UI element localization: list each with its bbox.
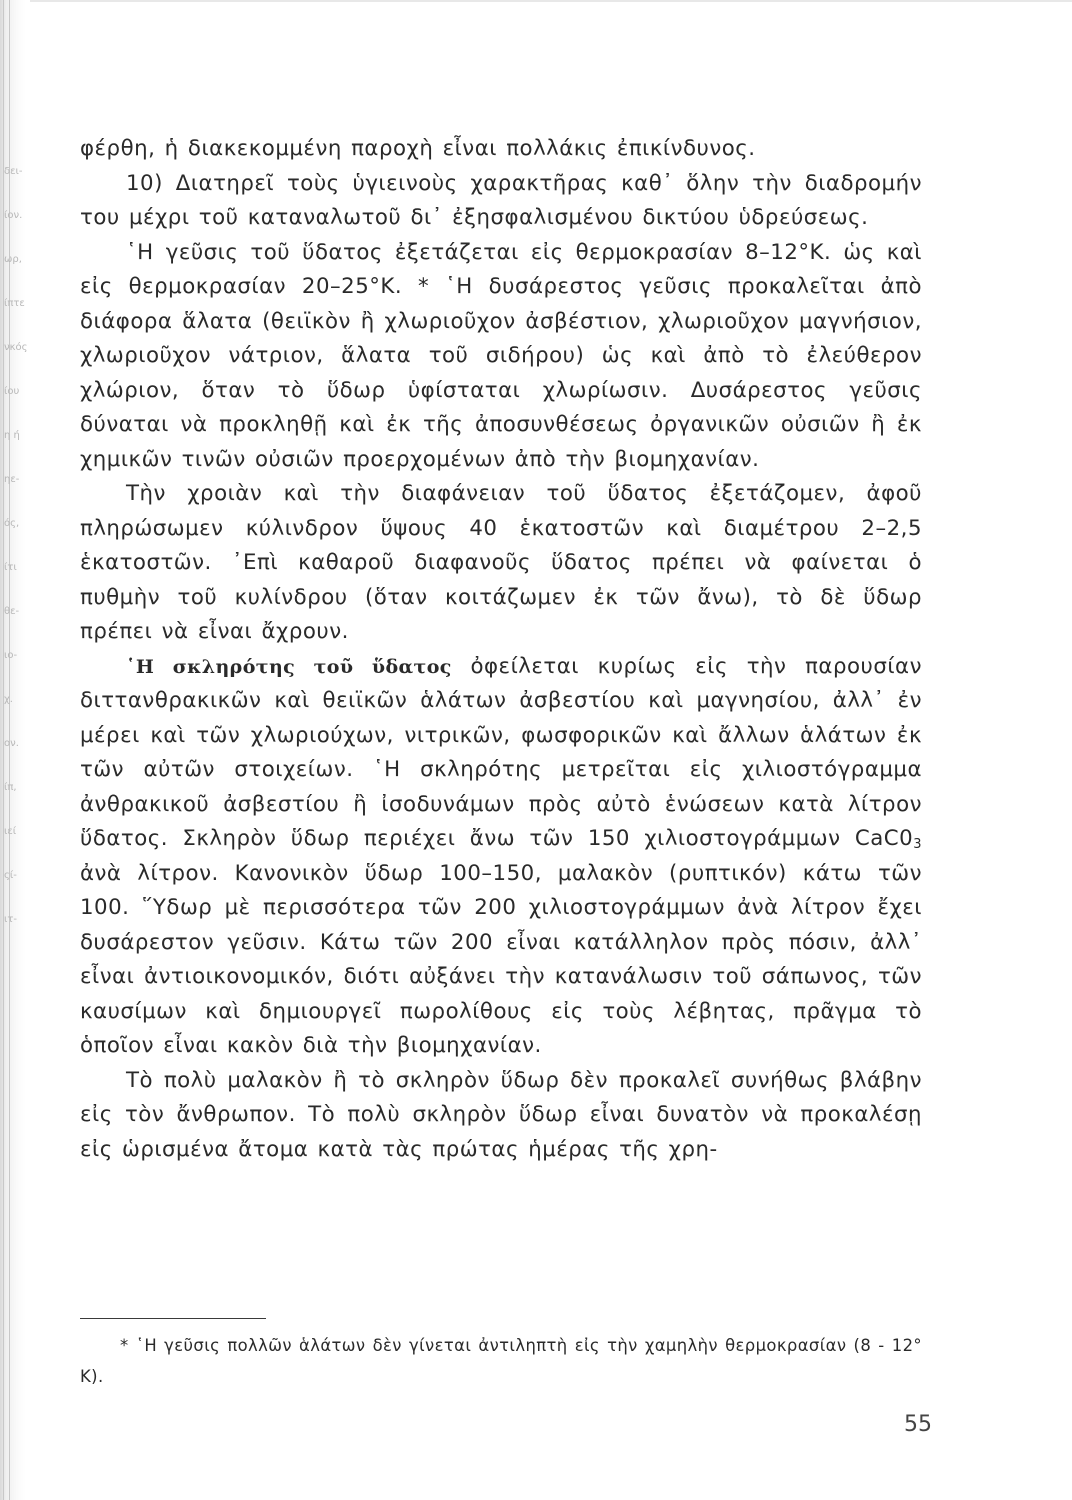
hardness-text: ὀφείλεται κυρίως εἰς τὴν παρουσίαν διττανθρακικῶν καὶ θειϊκῶν ἁλάτων ἀσβεστίου καὶ μαγνησίου, ἀλλ᾿ ἐν μέρει καὶ τῶν χλωριούχων, νιτρικῶν, φωσφορικῶν καὶ ἄλλων ἁλάτων ἐκ τῶν αὐτῶν στοιχείων. ῾Η σκληρότης μετρεῖται εἰς χιλιοστόγραμμα ἀνθρακικοῦ ἀσβεστίου ἢ ἰσοδυνάμων πρὸς αὐτὸ ἑνώσεων κατὰ λίτρον ὕδατος. Σκληρὸν ὕδωρ περιέχει ἄνω τῶν 150 χιλιοστογράμμων <box>80 653 922 851</box>
margin-fragment: ιεί <box>4 826 17 837</box>
margin-fragment: δει- <box>4 166 23 177</box>
margin-fragment: ίπ, <box>4 782 17 793</box>
paragraph-taste: ῾Η γεῦσις τοῦ ὕδατος ἐξετάζεται εἰς θερμοκρασίαν 8–12°K. ὡς καὶ εἰς θερμοκρασίαν 20–25°K. * ῾Η δυσάρεστος γεῦσις προκαλεῖται ἀπὸ διάφορα ἅλατα (θειϊκὸν ἢ χλωριοῦχον ἀσβέστιον, χλωριοῦχον μαγνήσιον, χλωριοῦχον νάτριον, ἅλατα τοῦ σιδήρου) ὡς καὶ ἀπὸ τὸ ἐλεύθερον χλώριον, ὅταν τὸ ὕδωρ ὑφίσταται χλωρίωσιν. Δυσάρεστος γεῦσις δύναται νὰ προκληθῇ καὶ ἐκ τῆς ἀποσυνθέσεως ὀργανικῶν οὐσιῶν ἢ ἐκ χημικῶν τινῶν οὐσιῶν προερχομένων ἀπὸ τὴν βιομηχανίαν. <box>80 239 922 472</box>
margin-fragment: η ή <box>4 430 20 441</box>
margin-fragment: ηε- <box>4 474 20 485</box>
footnote-text: * ῾Η γεῦσις πολλῶν ἁλάτων δὲν γίνεται ἀντιληπτὴ εἰς τὴν χαμηλὴν θερμοκρασίαν (8 - 12° K). <box>80 1336 922 1386</box>
bleed-through-margin <box>4 150 28 942</box>
page-number: 55 <box>904 1412 932 1437</box>
margin-fragment: ός, <box>4 518 20 529</box>
margin-fragment: ίου <box>4 386 20 397</box>
margin-fragment: ιτ- <box>4 914 18 925</box>
formula-main: CaC0 <box>854 826 914 851</box>
margin-fragment: ον. <box>4 738 19 749</box>
paragraph-soft-hard-water: Τὸ πολὺ μαλακὸν ἢ τὸ σκληρὸν ὕδωρ δὲν προκαλεῖ συνήθως βλάβην εἰς τὸν ἄνθρωπον. Τὸ πολὺ σκληρὸν ὕδωρ εἶναι δυνατὸν νὰ προκαλέσῃ εἰς ὡρισμένα ἄτομα κατὰ τὰς πρώτας ἡμέρας τῆς χρη- <box>80 1067 922 1162</box>
margin-fragment: ίον. <box>4 210 23 221</box>
formula-caco3 <box>855 826 922 851</box>
margin-fragment: θε- <box>4 606 20 617</box>
scan-top-edge <box>30 0 1072 2</box>
paragraph-color-clarity: Τὴν χροιὰν καὶ τὴν διαφάνειαν τοῦ ὕδατος ἐξετάζομεν, ἀφοῦ πληρώσωμεν κύλινδρον ὕψους 40 ἑκατοστῶν καὶ διαμέτρου 2–2,5 ἑκατοστῶν. ᾿Επὶ καθαροῦ διαφανοῦς ὕδατος πρέπει νὰ φαίνεται ὁ πυθμὴν τοῦ κυλίνδρου (ὅταν κοιτάζωμεν ἐκ τῶν ἄνω), τὸ δὲ ὕδωρ πρέπει νὰ εἶναι ἄχρουν. <box>80 481 922 644</box>
margin-fragment: ιο- <box>4 650 18 661</box>
formula-subscript: 3 <box>913 837 922 852</box>
margin-fragment: χ. <box>4 694 13 705</box>
footnote-divider <box>80 1318 266 1319</box>
hardness-text-continued: ἀνὰ λίτρον. Κανονικὸν ὕδωρ 100–150, μαλακὸν (ρυπτικόν) κάτω τῶν 100. ῞Υδωρ μὲ περισσότερα τῶν 200 χιλιοστογράμμων ἀνὰ λίτρον ἔχει δυσάρεστον γεῦσιν. Κάτω τῶν 200 εἶναι κατάλληλον πρὸς πόσιν, ἀλλ᾿ εἶναι ἀντιοικονομικόν, διότι αὐξάνει τὴν κατανάλωσιν τοῦ σάπωνος, τῶν καυσίμων καὶ δημιουργεῖ πωρολίθους εἰς τοὺς λέβητας, πρᾶγμα τὸ ὁποῖον εἶναι κακὸν διὰ τὴν βιομηχανίαν. <box>80 860 922 1058</box>
paragraph-hardness <box>80 650 922 1064</box>
body-text <box>80 132 922 1167</box>
margin-fragment: ωρ, <box>4 254 22 265</box>
margin-fragment: ίπτε <box>4 298 25 309</box>
paragraph-item-10: 10) Διατηρεῖ τοὺς ὑγιεινοὺς χαρακτῆρας καθ᾿ ὅλην τὴν διαδρομήν του μέχρι τοῦ καταναλωτοῦ δι᾿ ἐξησφαλισμένου δικτύου ὑδρεύσεως. <box>80 170 922 230</box>
margin-fragment: νκός <box>4 342 28 353</box>
margin-fragment: ςί- <box>4 870 17 881</box>
margin-fragment: ίτι <box>4 562 17 573</box>
hardness-heading: ῾Η σκληρότης τοῦ ὕδατος <box>126 655 452 678</box>
paragraph-continuation: φέρθη, ἡ διακεκομμένη παροχὴ εἶναι πολλάκις ἐπικίνδυνος. <box>80 136 756 161</box>
footnote <box>80 1330 922 1392</box>
